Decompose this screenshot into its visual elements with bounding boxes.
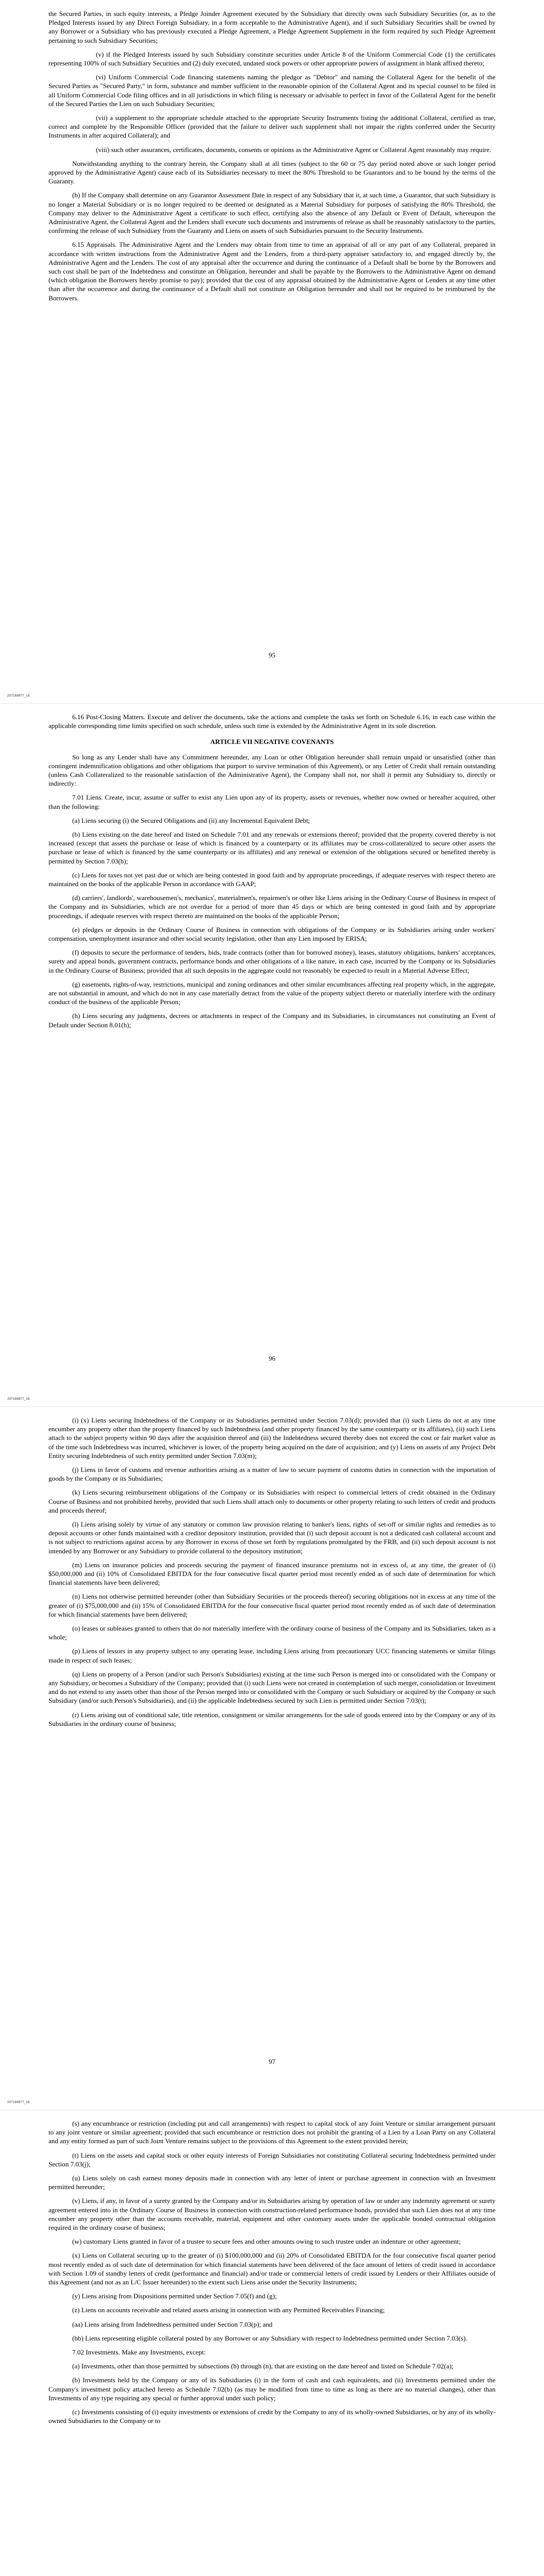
paragraph: (i) (x) Liens securing Indebtedness of the Company or its Subsidiaries permitted under Section 7.03(d); provided that (i) such Liens do not at any time encumber any property other than the property financed by such Indebtedness (and other property financed by the same counterparty or its affiliates), (ii) such Liens attach to the subject property within 90 days after the acquisition thereof and (iii) the Indebtedness secured thereby does not exceed the cost or fair market value as of the time such Indebtedness was incurred, whichever is lower, of the property being acquired on the date of acquisition; and (y) Liens on assets of any Project Debt Entity securing Indebtedness of such entity permitted under Section 7.03(m); [48, 1416, 496, 1460]
paragraph: 7.01 Liens. Create, incur, assume or suffer to exist any Lien upon any of its property, assets or revenues, whether now owned or hereafter acquired, other than the following: [48, 793, 496, 810]
paragraph: (g) easements, rights-of-way, restrictions, municipal and zoning ordinances and other similar encumbrances affecting real property which, in the aggregate, are not substantial in amount, and which do not in any case materially detract from the value of the property subject thereto or materially interfere with the ordinary conduct of the business of the applicable Person; [48, 980, 496, 1006]
paragraph: Notwithstanding anything to the contrary herein, the Company shall at all times (subject to the 60 or 75 day period noted above or such longer period approved by the Administrative Agent) cause each of its Subsidiaries necessary to meet the 80% Threshold to be Guarantors and to be bound by the terms of the Guaranty. [48, 159, 496, 185]
paragraph: (v) Liens, if any, in favor of a surety granted by the Company and/or its Subsidiaries arising by operation of law or under any indemnity agreement or surety agreement entered into in the Ordinary Course of Business in connection with construction-related performance bonds, provided that such Lien does not at any time encumber any property other than the accounts receivable, material, equipment and other customary assets under the applicable bonded contractual obligation required in the ordinary course of business; [48, 2197, 496, 2232]
paragraph: (b) Investments held by the Company or any of its Subsidiaries (i) in the form of cash and cash equivalents, and (ii) Investments permitted under the Company's investment policy attached hereto as Schedule 7.02(b) (as may be modified from time to time as long as there are no material changes), other than Investments of any type requiring any special or further approval under such policy; [48, 2376, 496, 2402]
paragraph: (vi) Uniform Commercial Code financing statements naming the pledgor as "Debtor" and naming the Collateral Agent for the benefit of the Secured Parties as "Secured Party," in form, substance and number sufficient in the reasonable opinion of the Collateral Agent and its special counsel to be filed in all Uniform Commercial Code filing offices and in all jurisdictions in which filing is necessary or advisable to perfect in favor of the Collateral Agent for the benefit of the Secured Parties the Lien on such Subsidiary Securities; [48, 73, 496, 108]
paragraph: (p) Liens of lessors in any property subject to any operating lease, including Liens arising from precautionary UCC financing statements or similar filings made in respect of such leases; [48, 1647, 496, 1664]
paragraph: (n) Liens not otherwise permitted hereunder (other than Subsidiary Securities or the proceeds thereof) securing obligations not in excess at any time of the greater of (i) $75,000,000 and (ii) 15% of Consolidated EBITDA for the four consecutive fiscal quarter period most recently ended as of such date of determination for which financial statements have been delivered; [48, 1592, 496, 1618]
article-heading: ARTICLE VII NEGATIVE COVENANTS [210, 738, 334, 746]
paragraph: (w) customary Liens granted in favor of a trustee to secure fees and other amounts owing to such trustee under an indenture or other agreement; [72, 2238, 461, 2246]
paragraph: the Secured Parties, in such equity interests, a Pledge Joinder Agreement executed by the Subsidiary that directly owns such Subsidiary Securities (or, as to the Pledged Interests issued by any Direct Foreign Subsidiary, in a form acceptable to the Administrative Agent), and if such Subsidiary Securities shall be owned by any Borrower or a Subsidiary who has previously executed a Pledge Agreement, a Pledge Agreement Supplement in the form required by such Pledge Agreement pertaining to such Subsidiary Securities; [48, 10, 496, 44]
paragraph: (k) Liens securing reimbursement obligations of the Company or its Subsidiaries with respect to commercial letters of credit obtained in the Ordinary Course of Business and not prohibited hereby, provided that such Liens shall attach only to documents or other property relating to such letters of credit and products and proceeds thereof; [48, 1488, 496, 1514]
paragraph: (viii) such other assurances, certificates, documents, consents or opinions as the Administrative Agent or Collateral Agent reasonably may require. [96, 145, 491, 154]
page-body [48, 1416, 496, 1733]
paragraph: (h) Liens securing any judgments, decrees or attachments in respect of the Company and its Subsidiaries, in circumstances not constituting an Event of Default under Section 8.01(h); [48, 1012, 496, 1029]
paragraph: (y) Liens arising from Dispositions permitted under Section 7.05(f) and (g); [72, 2292, 277, 2300]
paragraph: (o) leases or subleases granted to others that do not materially interfere with the ordinary course of business of the Company and its Subsidiaries, taken as a whole; [48, 1624, 496, 1641]
paragraph: (a) Liens securing (i) the Secured Obligations and (ii) any Incremental Equivalent Debt; [72, 816, 310, 824]
page-98 [0, 2110, 544, 2576]
paragraph: (c) Liens for taxes not yet past due or which are being contested in good faith and by appropriate proceedings, if adequate reserves with respect thereto are maintained on the books of the applicable Person in accordance with GAAP; [48, 871, 496, 888]
paragraph: 7.02 Investments. Make any Investments, except: [72, 2348, 206, 2357]
paragraph: (vii) a supplement to the appropriate schedule attached to the appropriate Security Instruments listing the additional Collateral, certified as true, correct and complete by the Responsible Officer (provided that the failure to deliver such supplement shall not impair the rights conferred under the Security Instruments in after acquired Collateral); and [48, 114, 496, 140]
document-code: 207169977_18 [7, 694, 30, 698]
page-body [48, 713, 496, 1035]
paragraph: (bb) Liens representing eligible collateral posted by any Borrower or any Subsidiary with respect to Indebtedness permitted under Section 7.03(s). [72, 2334, 468, 2342]
paragraph: 6.15 Appraisals. The Administrative Agent and the Lenders may obtain from time to time an appraisal of all or any part of any Collateral, prepared in accordance with written instructions from the Administrative Agent and the Lenders, from a third-party appraiser satisfactory to, and engaged directly by, the Administrative Agent and the Lenders. The cost of any appraisal after the occurrence and during the continuance of a Default shall be borne by the Borrowers and such cost shall be part of the Indebtedness and constitute an Obligation, hereunder and shall be payable by the Borrowers to the Administrative Agent on demand (which obligation the Borrowers hereby promise to pay); provided that the cost of any appraisal obtained by the Administrative Agent or Lenders at any time other than after the occurrence and during the continuance of a Default shall not constitute an Obligation hereunder and shall not be required to be reimbursed by the Borrowers. [48, 241, 496, 302]
paragraph: (z) Liens on accounts receivable and related assets arising in connection with any Permitted Receivables Financing; [72, 2306, 385, 2314]
page-divider [0, 703, 544, 704]
page-number: 97 [269, 2058, 275, 2065]
paragraph: (s) any encumbrance or restriction (including put and call arrangements) with respect to capital stock of any Joint Venture or similar arrangement pursuant to any joint venture or similar agreement; provided that such encumbrance or restriction does not prohibit the granting of a Lien by a Loan Party on any Collateral and any entity formed as part of such Joint Venture remains subject to the provisions of this Agreement to the extent provided herein; [48, 2120, 496, 2145]
paragraph: 6.16 Post-Closing Matters. Execute and deliver the documents, take the actions and complete the tasks set forth on Schedule 6.16, in each case within the applicable corresponding time limits specified on such schedule, unless such time is extended by the Administrative Agent in its sole discretion. [48, 713, 496, 730]
page-divider [0, 1406, 544, 1407]
document-code: 207169977_18 [7, 2100, 30, 2104]
paragraph: (t) Liens on the assets and capital stock or other equity interests of Foreign Subsidiaries not constituting Collateral securing Indebtedness permitted under Section 7.03(j); [48, 2151, 496, 2168]
document-code: 207169977_18 [7, 1397, 30, 1401]
paragraph: (aa) Liens arising from Indebtedness permitted under Section 7.03(p); and [72, 2320, 273, 2328]
paragraph: (u) Liens solely on cash earnest money deposits made in connection with any letter of intent or purchase agreement in connection with an Investment permitted hereunder; [48, 2174, 496, 2191]
paragraph: (c) Investments consisting of (i) equity investments or extensions of credit by the Company to any of its wholly-owned Subsidiaries, or by any of its wholly-owned Subsidiaries to the Company or to [48, 2408, 496, 2425]
paragraph: (v) if the Pledged Interests issued by such Subsidiary constitute securities under Article 8 of the Uniform Commercial Code (1) the certificates representing 100% of such Subsidiary Securities and (2) duly executed, undated stock powers or other appropriate powers of assignment in blank affixed thereto; [48, 50, 496, 67]
page-97 [0, 1406, 544, 2110]
paragraph: (m) Liens on insurance policies and proceeds securing the payment of financed insurance premiums not in excess of, at any time, the greater of (i) $50,000,000 and (ii) 10% of Consolidated EBITDA for the four consecutive fiscal quarter period most recently ended as of such date of determination for which financial statements have been delivered; [48, 1561, 496, 1587]
page-96 [0, 703, 544, 1406]
page-95 [0, 0, 544, 703]
paragraph: (r) Liens arising out of conditional sale, title retention, consignment or similar arrangements for the sale of goods entered into by the Company or any of its Subsidiaries in the ordinary course of business; [48, 1710, 496, 1727]
page-body [48, 9, 496, 308]
paragraph: (a) Investments, other than those permitted by subsections (b) through (n), that are existing on the date hereof and listed on Schedule 7.02(a); [72, 2362, 454, 2370]
paragraph: (j) Liens in favor of customs and revenue authorities arising as a matter of law to secure payment of customs duties in connection with the importation of goods by the Company or its Subsidiaries; [48, 1466, 496, 1483]
paragraph: (b) Liens existing on the date hereof and listed on Schedule 7.01 and any renewals or extensions thereof; provided that the property covered thereby is not increased (except that assets the purchase or lease of which is financed by a counterparty or its affiliates may be cross-collateralized to secure other assets the purchase or lease of which is financed by the same counterparty or its affiliates) and any renewal or extension of the obligations secured or benefited thereby is permitted by Section 7.03(b); [48, 831, 496, 865]
paragraph: (x) Liens on Collateral securing up to the greater of (i) $100,000,000 and (ii) 20% of Consolidated EBITDA for the four consecutive fiscal quarter period most recently ended as of such date of determination for which financial statements have been delivered of the face amount of letters of credit issued in accordance with Section 1.09 of standby letters of credit (performance and financial) and/or trade or commercial letters of credit issued by Lenders or their Affiliates outside of this Agreement (and not as an L/C Issuer hereunder) to the extent such Liens arise under the Security Instruments; [48, 2251, 496, 2286]
paragraph: (b) If the Company shall determine on any Guarantor Assessment Date in respect of any Subsidiary that it, at such time, a Guarantor, that such Subsidiary is no longer a Material Subsidiary or is no longer required to be deemed or designated as a Material Subsidiary for purposes of satisfying the 80% Threshold, the Company may deliver to the Administrative Agent a certificate to such effect, certifying also the absence of any Default or Event of Default, whereupon the Administrative Agent, the Collateral Agent and the Lenders shall execute such documents and instruments of release as shall be reasonably satisfactory to the parties, confirming the release of such Subsidiary from the Guaranty and Liens on assets of such Subsidiaries pursuant to the Security Instruments. [48, 191, 496, 235]
paragraph: (f) deposits to secure the performance of tenders, bids, trade contracts (other than for borrowed money), leases, statutory obligations, bankers' acceptances, surety and appeal bonds, government contracts, performance bonds and other obligations of a like nature, in each case, incurred by the Company or its Subsidiaries in the Ordinary Course of Business; provided that all such deposits in the aggregate could not reasonably be expected to result in a Material Adverse Effect; [48, 948, 496, 974]
paragraph: (l) Liens arising solely by virtue of any statutory or common law provision relating to banker's liens, rights of set-off or similar rights and remedies as to deposit accounts or other funds maintained with a creditor depository institution, provided that (i) such deposit account is not a dedicated cash collateral account and is not subject to restrictions against access by any Borrower in excess of those set forth by regulations promulgated by the FRB, and (ii) such deposit account is not intended by any Borrower or any Subsidiary to provide collateral to the depository institution; [48, 1520, 496, 1555]
paragraph: (d) carriers', landlords', warehousemen's, mechanics', materialmen's, repairmen's or other like Liens arising in the Ordinary Course of Business in respect of the Company and its Subsidiaries, which are not overdue for a period of more than 45 days or which are being contested in good faith and by appropriate proceedings, if adequate reserves with respect thereto are maintained on the books of the applicable Person; [48, 894, 496, 920]
paragraph: (e) pledges or deposits in the Ordinary Course of Business in connection with obligations of the Company or its Subsidiaries arising under workers' compensation, unemployment insurance and other social security legislation, other than any Lien imposed by ERISA; [48, 925, 496, 943]
paragraph: So long as any Lender shall have any Commitment hereunder, any Loan or other Obligation hereunder shall remain unpaid or unsatisfied (other than contingent indemnification obligations and other obligations that purport to survive termination of this Agreement), or any Letter of Credit shall remain outstanding (unless Cash Collateralized to the reasonable satisfaction of the Administrative Agent), the Company shall not, nor shall it permit any Subsidiary to, directly or indirectly: [48, 753, 496, 788]
paragraph: (q) Liens on property of a Person (and/or such Person's Subsidiaries) existing at the time such Person is merged into or consolidated with the Company or any Subsidiary, or becomes a Subsidiary of the Company; provided that (i) such Liens were not created in contemplation of such merger, consolidation or Investment and do not extend to any assets other than those of the Person merged into or consolidated with the Company or such Subsidiary or acquired by the Company or such Subsidiary (and/or such Person's Subsidiaries), and (ii) the applicable Indebtedness secured by such Lien is permitted under Section 7.03(t); [48, 1670, 496, 1705]
page-number: 96 [269, 1354, 275, 1362]
page-body [48, 2119, 496, 2430]
page-number: 95 [269, 651, 275, 659]
